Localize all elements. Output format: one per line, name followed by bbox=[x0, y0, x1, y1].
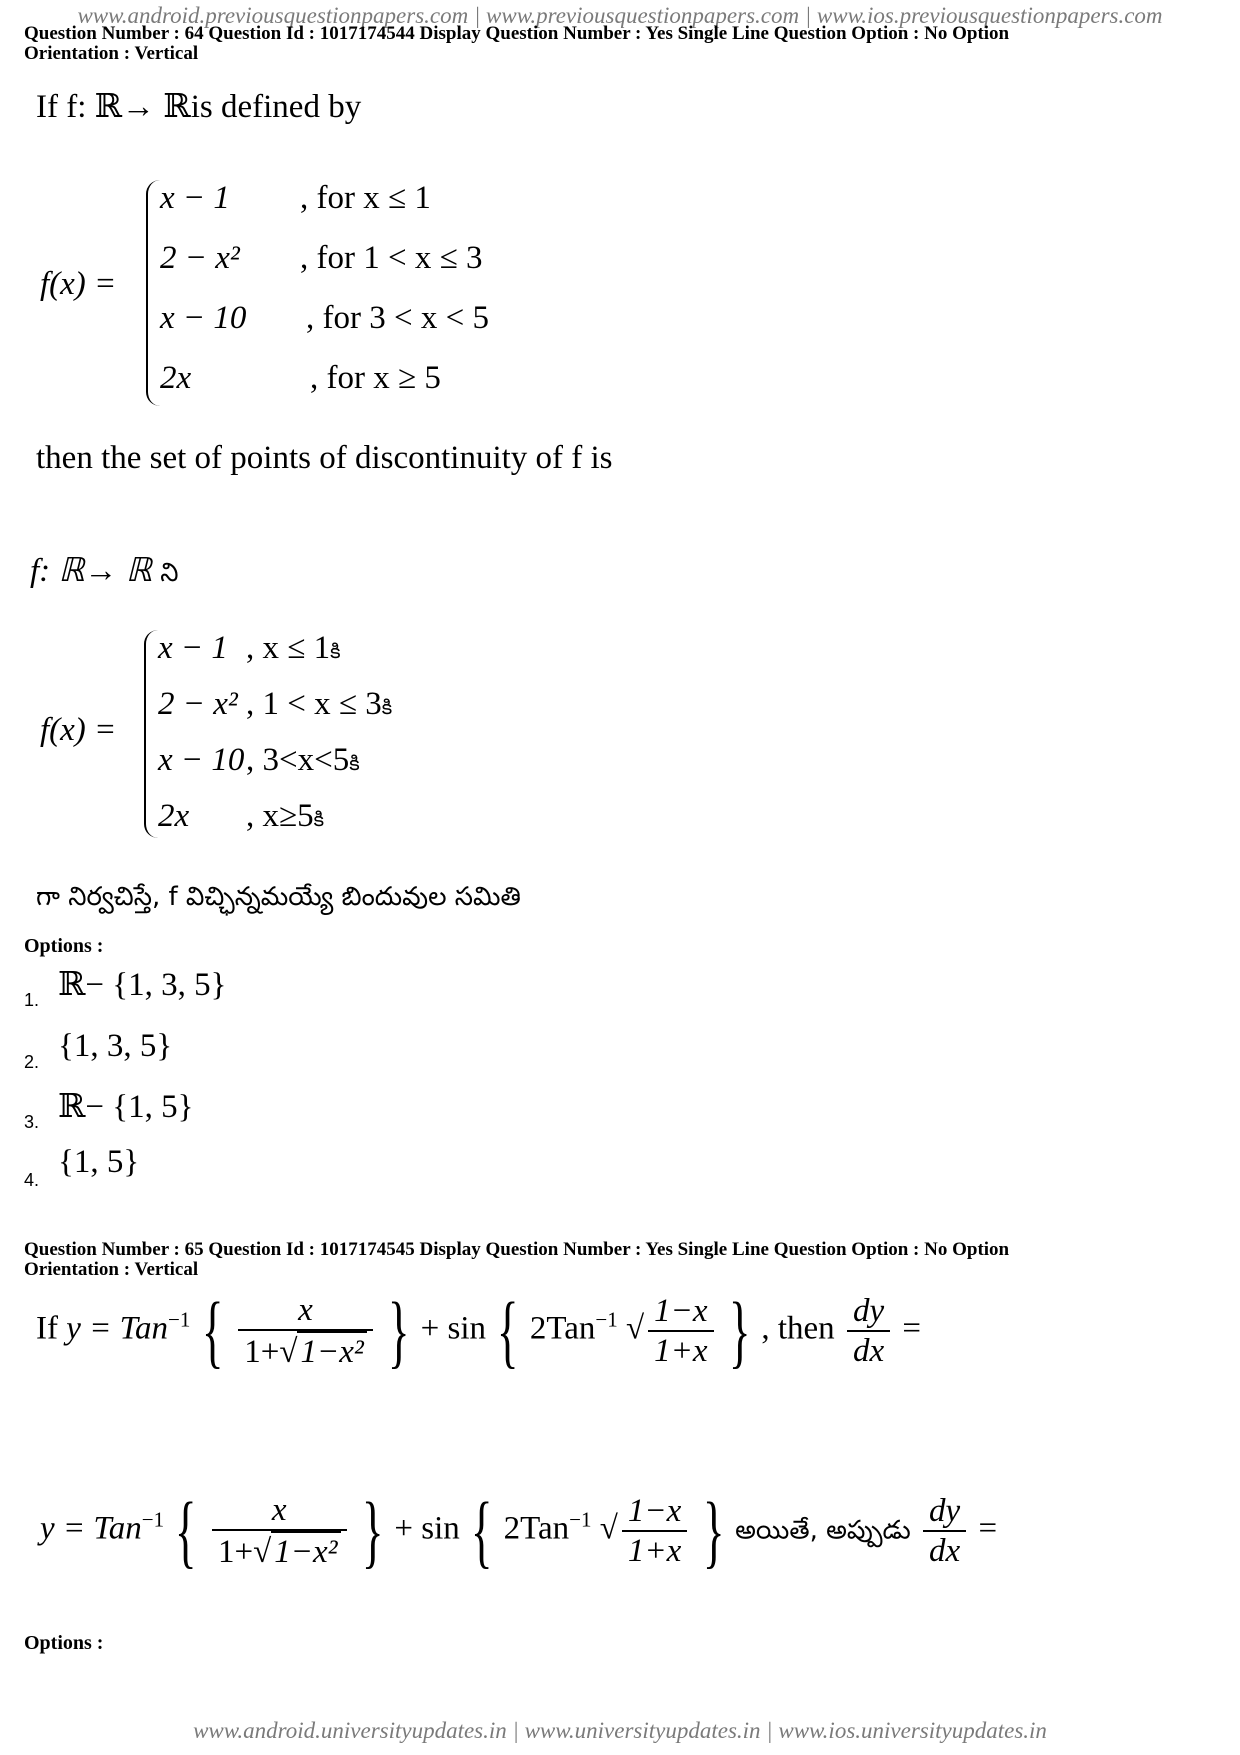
option-value: {1, 3, 5} bbox=[58, 1028, 173, 1064]
top-watermark: www.android.previousquestionpapers.com | www.previousquestionpapers.com | www.ios.previousquestionpapers.com bbox=[77, 3, 1163, 28]
te-case-expr-1: x − 1 bbox=[158, 630, 228, 666]
q64-meta-line1: Question Number : 64 Question Id : 1017174544 Display Question Number : Yes Single Line Question Option : No Option bbox=[24, 23, 1010, 44]
q64-meta-line2: Orientation : Vertical bbox=[24, 43, 199, 64]
option-number: 4. bbox=[24, 1170, 40, 1190]
te-case-expr-4: 2x bbox=[158, 798, 190, 834]
te-case-expr-2: 2 − x² bbox=[158, 686, 238, 722]
q64-options-label: Options : bbox=[24, 935, 104, 957]
case-expr-3: x − 10 bbox=[160, 300, 247, 336]
option-number: 3. bbox=[24, 1112, 40, 1132]
q65-english-equation: If y = Tan$^{-1}$ { $\frac{x}{\text{1+√1−x²}}$ } + sin { 2Tan$^{-1}$ √ $\frac{1-x}{1+x}$ } , then $\frac{dy}{dx}$ = bbox=[36, 1285, 921, 1376]
telugu-intro-math: f: ℝ→ ℝ bbox=[30, 553, 152, 589]
case-cond-2: , for 1 < x ≤ 3 bbox=[300, 240, 483, 276]
case-expr-2: 2 − x² bbox=[160, 240, 240, 276]
q65-options-label: Options : bbox=[24, 1632, 104, 1654]
option-value: ℝ− {1, 5} bbox=[58, 1089, 194, 1125]
case-cond-1: , for x ≤ 1 bbox=[300, 180, 431, 216]
q64-telugu-intro bbox=[30, 550, 178, 594]
q65-telugu-equation: y = Tan$^{-1}$ { $\frac{x}{\text{1+√1−x²}}$ } + sin { 2Tan$^{-1}$ √ $\frac{1-x}{1+x}$ } అయితే, అప్పుడు $\frac{dy}{dx}$ = bbox=[40, 1485, 998, 1576]
te-case-cond-3: , 3<x<5కి bbox=[246, 742, 360, 778]
fx-label-te: f(x) = bbox=[40, 712, 117, 748]
option-number: 1. bbox=[24, 990, 40, 1010]
case-brace-te bbox=[144, 630, 158, 838]
te-case-expr-3: x − 10 bbox=[158, 742, 245, 778]
option-value: {1, 5} bbox=[58, 1144, 140, 1180]
fx-label: f(x) = bbox=[40, 266, 117, 302]
case-expr-1: x − 1 bbox=[160, 180, 230, 216]
te-case-cond-1: , x ≤ 1కి bbox=[246, 630, 341, 666]
q64-english-intro: If f: ℝ→ ℝis defined by bbox=[36, 89, 362, 125]
q65-meta-line1: Question Number : 65 Question Id : 1017174545 Display Question Number : Yes Single Line Question Option : No Option bbox=[24, 1239, 1010, 1260]
case-expr-4: 2x bbox=[160, 360, 192, 396]
q64-meta bbox=[24, 24, 1214, 64]
option-value: ℝ− {1, 3, 5} bbox=[58, 967, 227, 1003]
q65-meta-line2: Orientation : Vertical bbox=[24, 1259, 199, 1280]
te-case-cond-2: , 1 < x ≤ 3కి bbox=[246, 686, 393, 722]
option-number: 2. bbox=[24, 1052, 40, 1072]
bottom-watermark: www.android.universityupdates.in | www.universityupdates.in | www.ios.universityupdates.in bbox=[193, 1718, 1047, 1743]
q65-meta bbox=[24, 1240, 1214, 1280]
q64-english-outro: then the set of points of discontinuity of f is bbox=[36, 440, 613, 476]
case-cond-4: , for x ≥ 5 bbox=[310, 360, 441, 396]
q64-telugu-outro: గా నిర్వచిస్తే, f విచ్ఛిన్నమయ్యే బిందువుల సమితి bbox=[36, 882, 521, 912]
te-case-cond-4: , x≥5కి bbox=[246, 798, 325, 834]
case-cond-3: , for 3 < x < 5 bbox=[306, 300, 489, 336]
case-brace bbox=[146, 180, 160, 406]
telugu-intro-word: ని bbox=[160, 558, 179, 588]
